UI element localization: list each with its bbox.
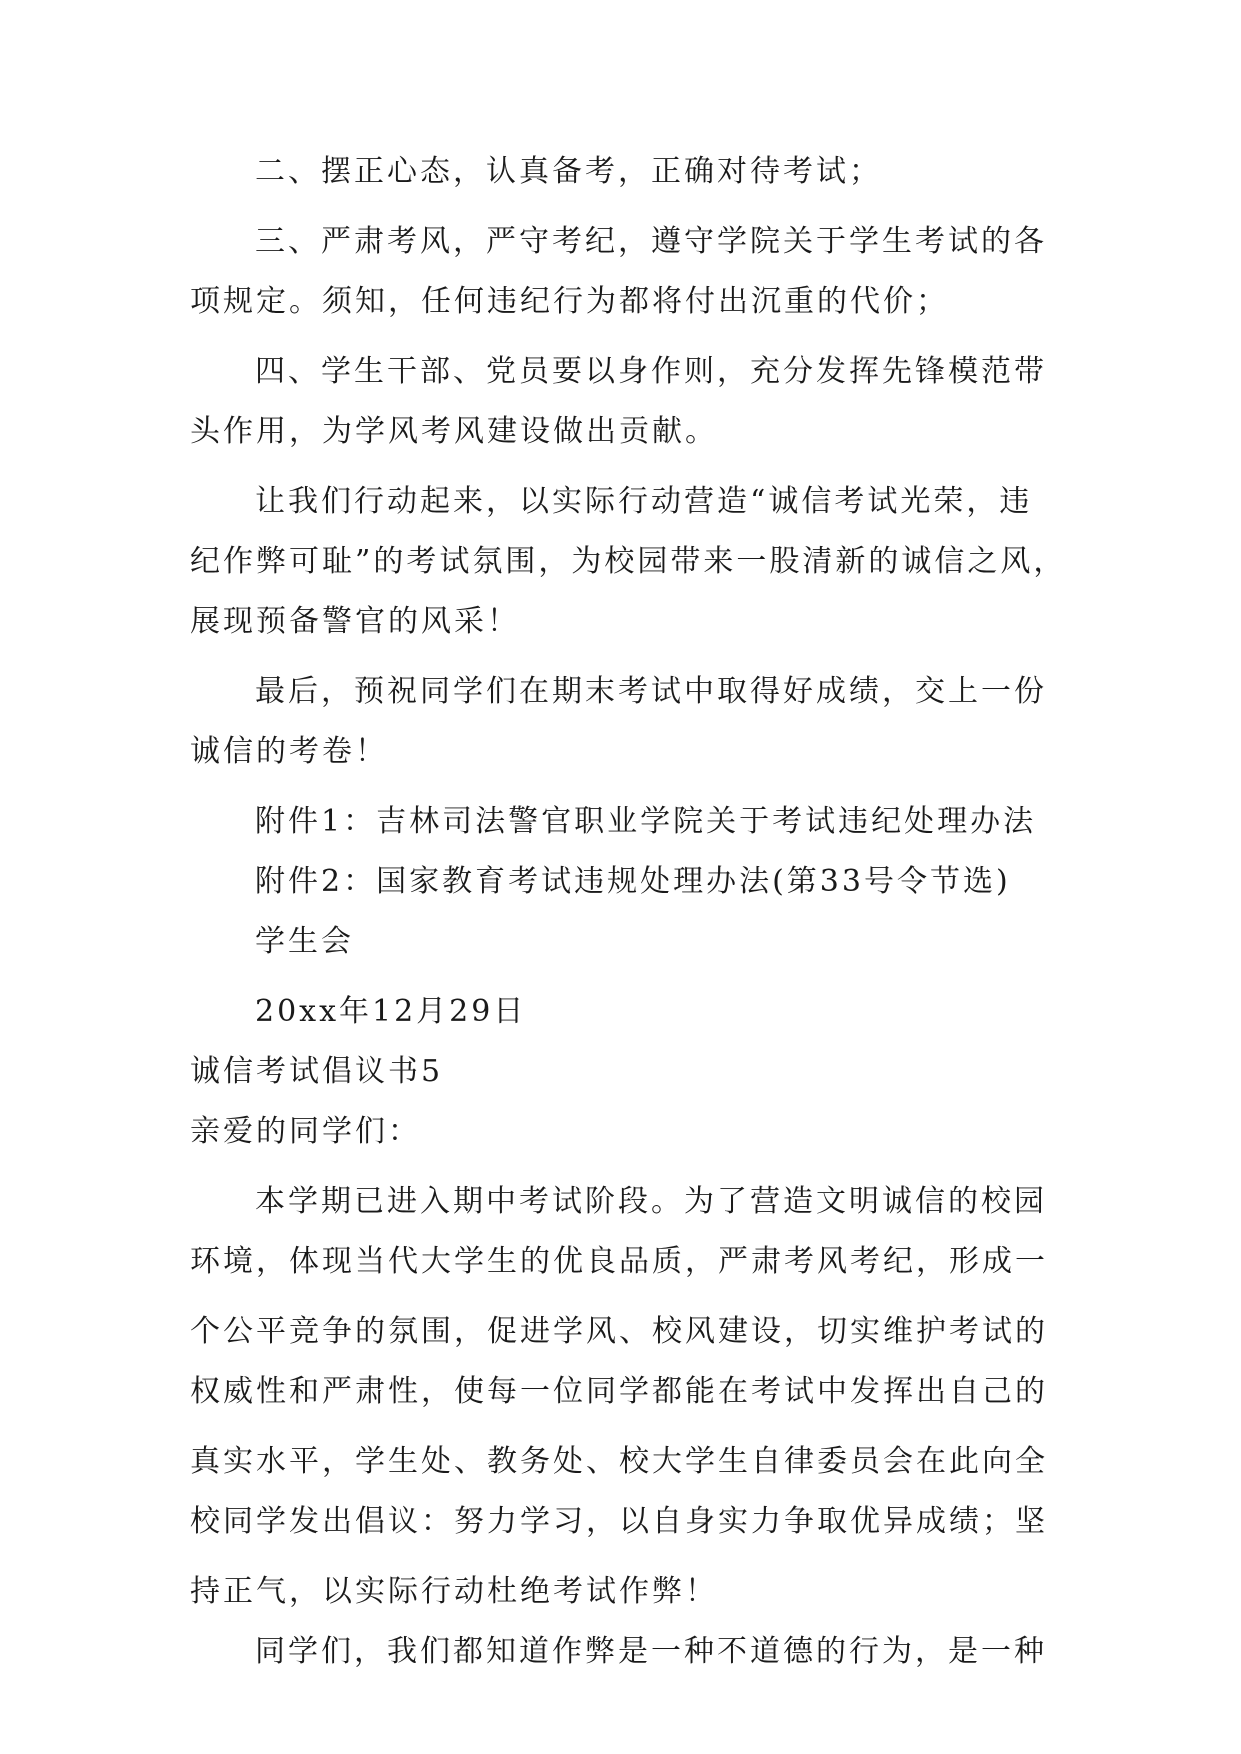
paragraph-line: 三、严肃考风，严守考纪，遵守学院关于学生考试的各 (255, 224, 1047, 259)
paragraph-line: 同学们，我们都知道作弊是一种不道德的行为，是一种 (255, 1634, 1047, 1669)
paragraph-line: 本学期已进入期中考试阶段。为了营造文明诚信的校园 (255, 1184, 1047, 1219)
signature-line: 学生会 (255, 924, 354, 959)
paragraph-line: 持正气，以实际行动杜绝考试作弊！ (190, 1574, 718, 1609)
paragraph-line: 个公平竞争的氛围，促进学风、校风建设，切实维护考试的 (190, 1314, 1048, 1349)
paragraph-line: 真实水平，学生处、教务处、校大学生自律委员会在此向全 (190, 1444, 1048, 1479)
paragraph-line: 项规定。须知，任何违纪行为都将付出沉重的代价； (190, 284, 949, 319)
paragraph-line: 诚信的考卷！ (190, 734, 388, 769)
section-title: 诚信考试倡议书5 (190, 1054, 444, 1089)
paragraph-line: 四、学生干部、党员要以身作则，充分发挥先锋模范带 (255, 354, 1047, 389)
paragraph-line: 二、摆正心态，认真备考，正确对待考试； (255, 154, 882, 189)
paragraph-line: 校同学发出倡议：努力学习，以自身实力争取优异成绩；坚 (190, 1504, 1048, 1539)
paragraph-line: 权威性和严肃性，使每一位同学都能在考试中发挥出自己的 (190, 1374, 1048, 1409)
date-line: 20xx年12月29日 (255, 994, 527, 1029)
paragraph-line: 环境，体现当代大学生的优良品质，严肃考风考纪，形成一 (190, 1244, 1048, 1279)
attachment-line: 附件1：吉林司法警官职业学院关于考试违纪处理办法 (255, 804, 1037, 839)
paragraph-line: 让我们行动起来，以实际行动营造“诚信考试光荣，违 (255, 484, 1033, 519)
paragraph-line: 展现预备警官的风采！ (190, 604, 520, 639)
attachment-line: 附件2：国家教育考试违规处理办法(第33号令节选) (255, 864, 1011, 899)
paragraph-line: 头作用，为学风考风建设做出贡献。 (190, 414, 718, 449)
paragraph-line: 最后，预祝同学们在期末考试中取得好成绩，交上一份 (255, 674, 1047, 709)
paragraph-line: 纪作弊可耻”的考试氛围，为校园带来一股清新的诚信之风， (190, 544, 1067, 579)
salutation-line: 亲爱的同学们： (190, 1114, 421, 1149)
